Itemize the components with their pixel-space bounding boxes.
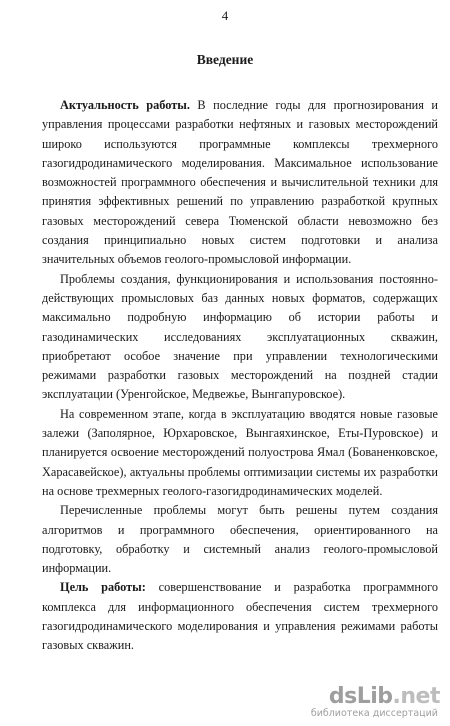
watermark-subtitle: библиотека диссертаций (310, 708, 438, 719)
paragraph-databases (42, 270, 438, 405)
paragraph-lead: Актуальность работы. (60, 98, 190, 112)
paragraph-text: Перечисленные проблемы могут быть решены путем создания алгоритмов и программного обеспечения, ориентированного на подготовку, обработку и системный анализ геолого-промысловой информации. (42, 503, 438, 576)
paragraph-text: В последние годы для прогнозирования и управления процессами разработки нефтяных и газовых месторождений широко используются программные комплексы трехмерного газогидродинамического моделирования. Максимальное использование возможностей программного обеспечения и вычислительной техники для принятия эффективных решений по управлению разработкой крупных газовых месторождений севера Тюменской области невозможно без создания принципиально новых систем подготовки и анализа значительных объемов геолого-промысловой информации. (42, 98, 438, 267)
site-watermark[interactable] (290, 684, 440, 720)
paragraph-text: совершенствование и разработка программного комплекса для информационного обеспечения систем трехмерного газогидродинамического моделирования и управления режимами работы газовых скважин. (42, 580, 438, 653)
paragraph-current-stage (42, 405, 438, 501)
paragraph-relevance (42, 96, 438, 270)
paragraph-text: Проблемы создания, функционирования и использования постоянно-действующих промысловых баз данных новых форматов, содержащих максимально подробную информацию об истории работы и газодинамических исследованиях эксплуатационных скважин, приобретают особое значение при управлении технологическими режимами разработки газовых месторождений на поздней стадии эксплуатации (Уренгойское, Медвежье, Вынгапуровское). (42, 271, 438, 402)
paragraph-solutions (42, 501, 438, 578)
watermark-logo-main: dsLib (328, 684, 393, 709)
watermark-logo (329, 684, 440, 709)
paragraph-lead: Цель работы: (60, 580, 146, 595)
body-text (42, 96, 438, 656)
paragraph-goal (42, 578, 438, 655)
paragraph-text: На современном этапе, когда в эксплуатацию вводятся новые газовые залежи (Заполярное, Юрхаровское, Вынгаяхинское, Еты-Пуровское) и планируется освоение месторождений полуострова Ямал (Бованенковское, Харасавейское), актуальны проблемы оптимизации системы их разработки на основе трехмерных геолого-газогидродинамических моделей. (42, 406, 438, 498)
watermark-logo-tld: .net (392, 684, 440, 709)
section-heading: Введение (196, 52, 254, 67)
page-number: 4 (221, 8, 229, 23)
